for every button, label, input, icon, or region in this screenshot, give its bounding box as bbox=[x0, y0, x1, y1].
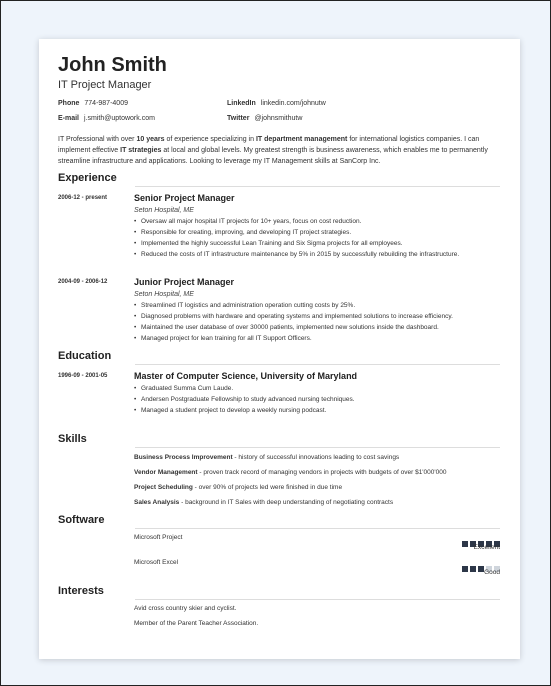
email-label: E-mail bbox=[58, 115, 80, 122]
skill-item: Vendor Management - proven track record of managing vendors in projects with budgets of over $1'000'000 bbox=[134, 469, 447, 476]
twitter-value: @johnsmithutw bbox=[254, 115, 303, 122]
interest-item: Member of the Parent Teacher Association. bbox=[134, 620, 259, 627]
education-bullets bbox=[134, 383, 504, 416]
experience-place: Seton Hospital, ME bbox=[134, 291, 194, 298]
list-item: • Managed project for lean training for all IT Support Officers. bbox=[134, 333, 504, 344]
section-heading-education: Education bbox=[58, 350, 112, 362]
interest-item: Avid cross country skier and cyclist. bbox=[134, 605, 237, 612]
list-item: • Diagnosed problems with hardware and operating systems and implemented solutions to increase efficiency. bbox=[134, 311, 504, 322]
contact-email bbox=[58, 115, 155, 122]
section-divider bbox=[135, 599, 500, 600]
rating-square-filled bbox=[470, 566, 476, 572]
section-divider bbox=[135, 528, 500, 529]
contact-twitter bbox=[227, 115, 302, 122]
section-heading-software: Software bbox=[58, 514, 105, 526]
experience-bullets bbox=[134, 300, 504, 344]
rating-square-filled bbox=[478, 566, 484, 572]
experience-place: Seton Hospital, ME bbox=[134, 207, 194, 214]
list-item: • Reduced the costs of IT infrastructure maintenance by 5% in 2015 by successfully rebuilding the infrastructure. bbox=[134, 249, 504, 260]
rating-square-filled bbox=[462, 566, 468, 572]
software-name: Microsoft Excel bbox=[134, 559, 179, 566]
skill-item: Project Scheduling - over 90% of projects led were finished in due time bbox=[134, 484, 343, 491]
list-item: • Maintained the user database of over 30000 patients, implemented new solutions inside the dashboard. bbox=[134, 322, 504, 333]
section-heading-experience: Experience bbox=[58, 172, 117, 184]
experience-dates: 2006-12 - present bbox=[58, 195, 108, 201]
contact-phone bbox=[58, 100, 128, 107]
list-item: • Graduated Summa Cum Laude. bbox=[134, 383, 504, 394]
section-heading-interests: Interests bbox=[58, 585, 104, 597]
list-item: • Andersen Postgraduate Fellowship to study advanced nursing techniques. bbox=[134, 394, 504, 405]
section-divider bbox=[135, 186, 500, 187]
education-dates: 1996-09 - 2001-05 bbox=[58, 373, 108, 379]
linkedin-label: LinkedIn bbox=[227, 100, 256, 107]
experience-bullets bbox=[134, 216, 504, 260]
contact-linkedin bbox=[227, 100, 326, 107]
experience-dates: 2004-09 - 2006-12 bbox=[58, 279, 108, 285]
experience-title: Junior Project Manager bbox=[134, 277, 235, 287]
resume-title: IT Project Manager bbox=[58, 79, 152, 91]
list-item: • Responsible for creating, improving, and developing IT project strategies. bbox=[134, 227, 504, 238]
rating-square-filled bbox=[462, 541, 468, 547]
list-item: • Managed a student project to develop a weekly nursing podcast. bbox=[134, 405, 504, 416]
skill-item: Sales Analysis - background in IT Sales with deep understanding of negotiating contracts bbox=[134, 499, 394, 506]
section-divider bbox=[135, 364, 500, 365]
phone-label: Phone bbox=[58, 100, 80, 107]
section-divider bbox=[135, 447, 500, 448]
section-heading-skills: Skills bbox=[58, 433, 87, 445]
list-item: • Implemented the highly successful Lean Training and Six Sigma projects for all employees. bbox=[134, 238, 504, 249]
list-item: • Oversaw all major hospital IT projects for 10+ years, focus on cost reduction. bbox=[134, 216, 504, 227]
software-name: Microsoft Project bbox=[134, 534, 183, 541]
linkedin-value: linkedin.com/johnutw bbox=[260, 100, 326, 107]
software-level: Excellent bbox=[473, 544, 500, 551]
summary-paragraph: IT Professional with over 10 years of experience specializing in IT department management for international logistics companies. I can implement effective IT strategies at local and global levels. My greatest strength is business awareness, which enables me to permanently streamline infrastructure and applications. Looking to leverage my IT Management skills at SanCorp Inc. bbox=[58, 136, 488, 165]
phone-value: 774-987-4009 bbox=[84, 100, 128, 107]
email-value: j.smith@uptowork.com bbox=[84, 115, 155, 122]
twitter-label: Twitter bbox=[227, 115, 250, 122]
resume-name: John Smith bbox=[58, 54, 167, 76]
experience-title: Senior Project Manager bbox=[134, 193, 235, 203]
skill-item: Business Process Improvement - history of successful innovations leading to cost savings bbox=[134, 454, 400, 461]
list-item: • Streamlined IT logistics and administration operation cutting costs by 25%. bbox=[134, 300, 504, 311]
education-title: Master of Computer Science, University of Maryland bbox=[134, 371, 358, 381]
resume-page bbox=[39, 39, 520, 659]
software-level: Good bbox=[484, 569, 500, 576]
